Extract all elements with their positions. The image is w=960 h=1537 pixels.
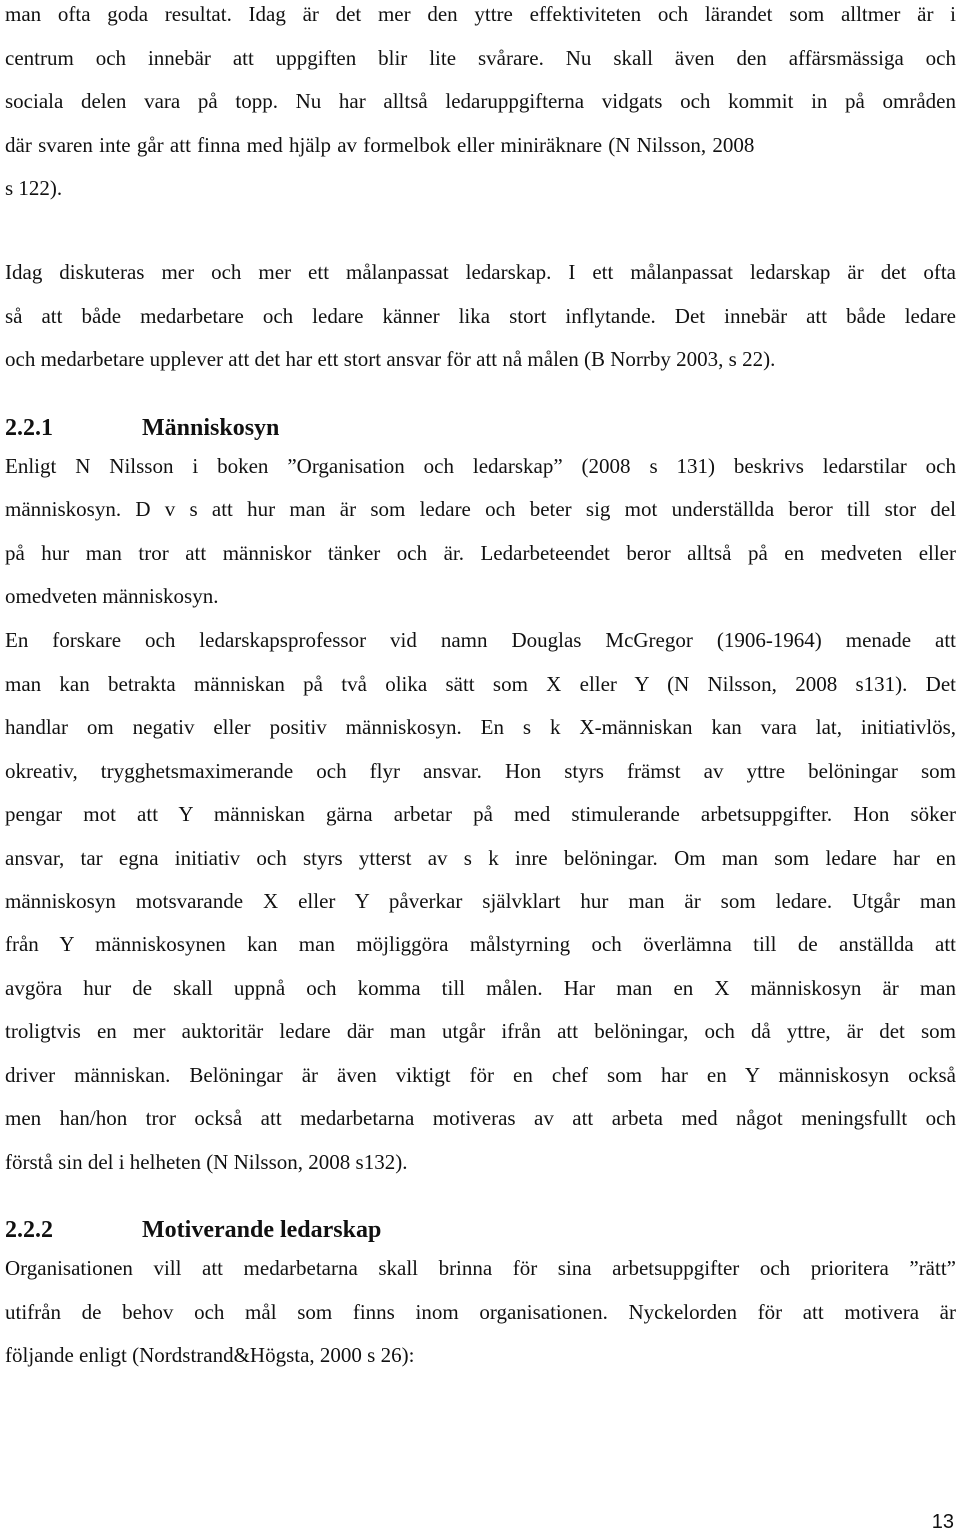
- section-heading-motiverande-ledarskap: [5, 1215, 381, 1245]
- text-line: troligtvis en mer auktoritär ledare där man utgår ifrån att belöningar, och då yttre, är det som: [5, 1019, 956, 1043]
- text-line: Idag diskuteras mer och mer ett målanpassat ledarskap. I ett målanpassat ledarskap är det ofta: [5, 260, 956, 284]
- text-line: förstå sin del i helheten (N Nilsson, 2008 s132).: [5, 1150, 408, 1174]
- text-line: men han/hon tror också att medarbetarna motiveras av att arbeta med något meningsfullt och: [5, 1106, 956, 1130]
- section-heading-manniskosyn: [5, 413, 279, 443]
- text-line: man kan betrakta människan på två olika sätt som X eller Y (N Nilsson, 2008 s131). Det: [5, 672, 956, 696]
- text-line: man ofta goda resultat. Idag är det mer den yttre effektiviteten och lärandet som alltmer är i: [5, 2, 956, 26]
- text-line: s 122).: [5, 176, 63, 200]
- text-line: centrum och innebär att uppgiften blir lite svårare. Nu skall även den affärsmässiga och: [5, 46, 956, 70]
- text-line: avgöra hur de skall uppnå och komma till målen. Har man en X människosyn är man: [5, 976, 956, 1000]
- section-number: 2.2.2: [5, 1217, 53, 1243]
- text-line: En forskare och ledarskapsprofessor vid namn Douglas McGregor (1906-1964) menade att: [5, 628, 956, 652]
- text-line: driver människan. Belöningar är även viktigt för en chef som har en Y människosyn också: [5, 1063, 956, 1087]
- section-title: Motiverande ledarskap: [142, 1217, 382, 1243]
- text-line: Organisationen vill att medarbetarna skall brinna för sina arbetsuppgifter och prioritera ”rätt”: [5, 1256, 956, 1280]
- text-line: pengar mot att Y människan gärna arbetar på med stimulerande arbetsuppgifter. Hon söker: [5, 802, 956, 826]
- text-line: ansvar, tar egna initiativ och styrs ytterst av s k inre belöningar. Om man som ledare har en: [5, 846, 956, 870]
- text-line: handlar om negativ eller positiv människosyn. En s k X-människan kan vara lat, initiativlös,: [5, 715, 956, 739]
- text-line: omedveten människosyn.: [5, 584, 219, 608]
- text-line: följande enligt (Nordstrand&Högsta, 2000 s 26):: [5, 1343, 415, 1367]
- section-number: 2.2.1: [5, 415, 53, 441]
- text-line: människosyn. D v s att hur man är som ledare och beter sig mot underställda beror till stor del: [5, 497, 956, 521]
- text-line: sociala delen vara på topp. Nu har alltså ledaruppgifterna vidgats och kommit in på områden: [5, 89, 956, 113]
- text-line: Enligt N Nilsson i boken ”Organisation och ledarskap” (2008 s 131) beskrivs ledarstilar och: [5, 454, 956, 478]
- text-line: utifrån de behov och mål som finns inom organisationen. Nyckelorden för att motivera är: [5, 1300, 956, 1324]
- text-line: okreativ, trygghetsmaximerande och flyr ansvar. Hon styrs främst av yttre belöningar som: [5, 759, 956, 783]
- text-line: och medarbetare upplever att det har ett stort ansvar för att nå målen (B Norrby 2003, s 22).: [5, 347, 776, 371]
- text-line: där svaren inte går att finna med hjälp av formelbok eller miniräknare (N Nilsson, 2008: [5, 133, 755, 157]
- section-title: Människosyn: [142, 415, 280, 441]
- text-line: så att både medarbetare och ledare känner lika stort inflytande. Det innebär att både ledare: [5, 304, 956, 328]
- text-line: från Y människosynen kan man möjliggöra målstyrning och överlämna till de anställda att: [5, 932, 956, 956]
- page-number: 13: [931, 1511, 954, 1533]
- text-line: på hur man tror att människor tänker och är. Ledarbeteendet beror alltså på en medveten eller: [5, 541, 956, 565]
- text-line: människosyn motsvarande X eller Y påverkar självklart hur man är som ledare. Utgår man: [5, 889, 956, 913]
